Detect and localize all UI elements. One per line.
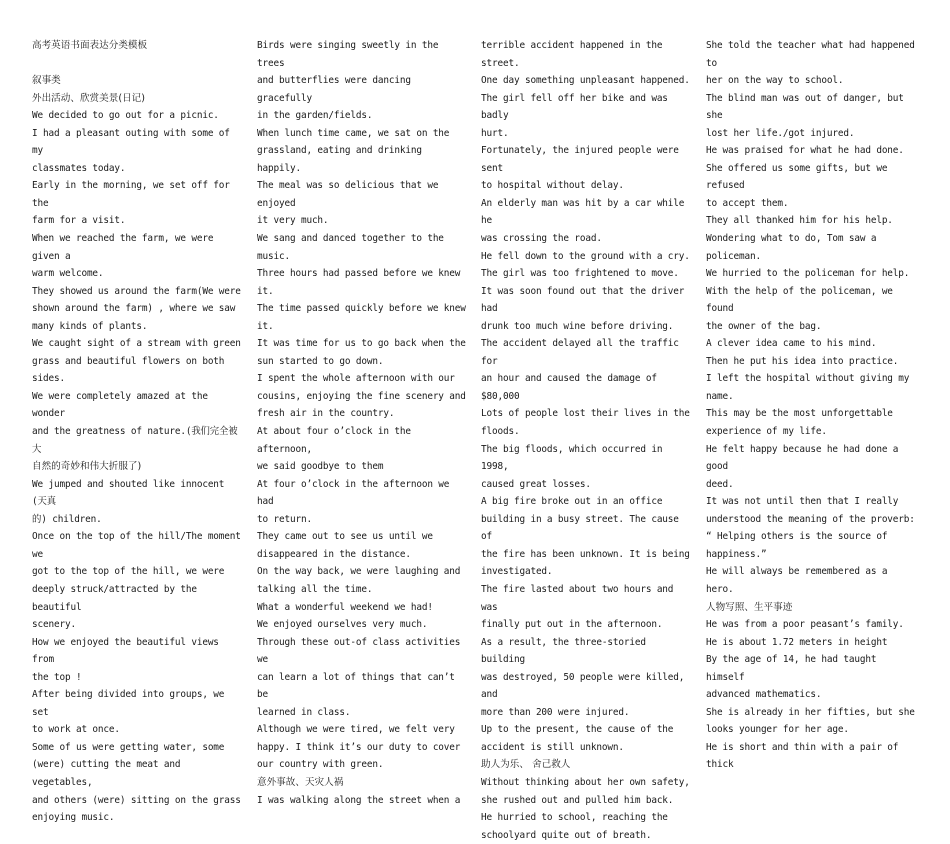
text-line: He hurried to school, reaching the xyxy=(481,812,668,824)
text-line: and the greatness of nature.(我们完全被大 xyxy=(32,426,238,455)
text-line: grass and beautiful flowers on both xyxy=(32,355,225,367)
text-line: advanced mathematics. xyxy=(706,689,822,701)
text-line: He felt happy because he had done a good xyxy=(706,443,899,473)
text-line: An elderly man was hit by a car while he xyxy=(481,197,685,227)
text-line: policeman. xyxy=(706,250,761,262)
text-line: accident is still unknown. xyxy=(481,741,624,753)
text-line: Three hours had passed before we knew it. xyxy=(257,268,461,297)
text-line: Although we were tired, we felt very xyxy=(257,724,455,736)
text-line: I left the hospital without giving my xyxy=(706,373,910,385)
text-line: The meal was so delicious that we enjoyed xyxy=(257,180,439,209)
text-line: They all thanked him for his help. xyxy=(706,215,893,227)
blank-line xyxy=(32,55,244,73)
text-line: sides. xyxy=(32,373,65,385)
text-line: A clever idea came to his mind. xyxy=(706,338,877,350)
text-line: Early in the morning, we set off for the xyxy=(32,180,230,209)
text-line: “ Helping others is the source of xyxy=(706,531,888,543)
text-line: experience of my life. xyxy=(706,426,827,438)
text-line: With the help of the policeman, we found xyxy=(706,285,893,315)
text-line: On the way back, we were laughing and xyxy=(257,566,461,578)
text-line: The blind man was out of danger, but she xyxy=(706,92,904,122)
text-line: At four o’clock in the afternoon we had xyxy=(257,478,450,508)
text-line: name. xyxy=(706,390,734,402)
text-line: it. xyxy=(257,320,274,332)
text-line: was destroyed, 50 people were killed, and xyxy=(481,671,685,701)
text-line: we said goodbye to them xyxy=(257,461,384,473)
text-line: Lots of people lost their lives in the xyxy=(481,408,690,420)
text-line: got to the top of the hill, we were xyxy=(32,566,225,578)
text-line: A big fire broke out in an office xyxy=(481,496,663,508)
text-line: and others (were) sitting on the grass xyxy=(32,794,241,806)
text-line: the owner of the bag. xyxy=(706,320,822,332)
text-line: We sang and danced together to the music. xyxy=(257,233,444,262)
text-line: hurt. xyxy=(481,127,509,139)
text-line: It was soon found out that the driver had xyxy=(481,285,685,315)
text-line: terrible accident happened in the street. xyxy=(481,40,663,69)
text-line: (were) cutting the meat and vegetables, xyxy=(32,759,181,788)
text-line: The accident delayed all the traffic for xyxy=(481,338,679,367)
text-line: floods. xyxy=(481,426,520,438)
text-line: He was praised for what he had done. xyxy=(706,145,904,157)
text-line: The fire lasted about two hours and was xyxy=(481,583,674,613)
text-line: The big floods, which occurred in 1998, xyxy=(481,443,663,473)
text-line: in the garden/fields. xyxy=(257,110,373,122)
text-line: He fell down to the ground with a cry. xyxy=(481,250,690,262)
text-line: She told the teacher what had happened to xyxy=(706,40,915,69)
text-line: He is short and thin with a pair of thick xyxy=(706,741,899,771)
text-line: the top ! xyxy=(32,671,82,683)
text-line: Without thinking about her own safety, xyxy=(481,776,690,788)
text-line: to return. xyxy=(257,513,312,525)
text-line: cousins, enjoying the fine scenery and xyxy=(257,390,466,402)
text-line: At about four o’clock in the afternoon, xyxy=(257,426,411,455)
text-column-3 xyxy=(481,37,693,844)
text-line: Birds were singing sweetly in the trees xyxy=(257,40,439,69)
text-line: looks younger for her age. xyxy=(706,724,849,736)
text-line: They came out to see us until we xyxy=(257,531,433,543)
text-line: farm for a visit. xyxy=(32,215,126,227)
text-line: enjoying music. xyxy=(32,812,115,824)
text-line: We enjoyed ourselves very much. xyxy=(257,619,428,631)
text-line: What a wonderful weekend we had! xyxy=(257,601,433,613)
text-line: talking all the time. xyxy=(257,583,373,595)
text-line: One day something unpleasant happened. xyxy=(481,75,690,87)
text-line: understood the meaning of the proverb: xyxy=(706,513,915,525)
text-line: We caught sight of a stream with green xyxy=(32,338,241,350)
text-line: We jumped and shouted like innocent (天真 xyxy=(32,478,225,508)
text-line: He will always be remembered as a hero. xyxy=(706,566,888,595)
text-line: We were completely amazed at the wonder xyxy=(32,390,208,420)
text-line: He is about 1.72 meters in height xyxy=(706,636,888,648)
text-line: caused great losses. xyxy=(481,478,591,490)
text-line: an hour and caused the damage of $80,000 xyxy=(481,373,657,402)
text-column-2 xyxy=(257,37,469,809)
text-line: sun started to go down. xyxy=(257,355,384,367)
text-line: Up to the present, the cause of the xyxy=(481,724,674,736)
text-line: When lunch time came, we sat on the xyxy=(257,127,450,139)
text-line: I spent the whole afternoon with our xyxy=(257,373,455,385)
text-line: many kinds of plants. xyxy=(32,320,148,332)
text-line: it very much. xyxy=(257,215,329,227)
text-line: I was walking along the street when a xyxy=(257,794,461,806)
text-line: It was not until then that I really xyxy=(706,496,899,508)
text-line: As a result, the three-storied building xyxy=(481,636,646,666)
text-line: It was time for us to go back when the xyxy=(257,338,466,350)
text-line: learned in class. xyxy=(257,706,351,718)
text-line: Then he put his idea into practice. xyxy=(706,355,899,367)
text-line: building in a busy street. The cause of xyxy=(481,513,679,543)
text-line: scenery. xyxy=(32,619,76,631)
text-line: Through these out-of class activities we xyxy=(257,636,461,666)
heading-line: 人物写照、生平事迹 xyxy=(706,601,793,613)
text-line: drunk too much wine before driving. xyxy=(481,320,674,332)
heading-line: 意外事故、天灾人祸 xyxy=(257,776,344,788)
text-line: He was from a poor peasant’s family. xyxy=(706,619,904,631)
heading-line: 助人为乐、 舍己救人 xyxy=(481,759,571,771)
text-line: happiness.” xyxy=(706,548,767,560)
text-line: Wondering what to do, Tom saw a xyxy=(706,233,877,245)
text-line: Once on the top of the hill/The moment we xyxy=(32,531,241,560)
text-line: The time passed quickly before we knew xyxy=(257,303,466,315)
text-line: How we enjoyed the beautiful views from xyxy=(32,636,219,666)
text-line: Fortunately, the injured people were sent xyxy=(481,145,679,174)
text-line: to work at once. xyxy=(32,724,120,736)
text-line: Some of us were getting water, some xyxy=(32,741,225,753)
text-line: She is already in her fifties, but she xyxy=(706,706,915,718)
heading-line: 自然的奇妙和伟大折服了) xyxy=(32,461,142,473)
text-line: grassland, eating and drinking happily. xyxy=(257,145,422,174)
text-line: By the age of 14, he had taught himself xyxy=(706,654,877,683)
text-line: investigated. xyxy=(481,566,553,578)
text-line: deed. xyxy=(706,478,734,490)
text-line: and butterflies were dancing gracefully xyxy=(257,75,411,104)
text-line: They showed us around the farm(We were xyxy=(32,285,241,297)
text-line: warm welcome. xyxy=(32,268,104,280)
text-line: When we reached the farm, we were given a xyxy=(32,233,214,262)
text-line: happy. I think it’s our duty to cover xyxy=(257,741,461,753)
text-line: We hurried to the policeman for help. xyxy=(706,268,910,280)
text-line: her on the way to school. xyxy=(706,75,844,87)
text-line: to hospital without delay. xyxy=(481,180,624,192)
text-column-4 xyxy=(706,37,918,774)
text-line: can learn a lot of things that can’t be xyxy=(257,671,455,701)
heading-line: 高考英语书面表达分类模板 xyxy=(32,40,148,51)
text-line: classmates today. xyxy=(32,162,126,174)
text-line: I had a pleasant outing with some of my xyxy=(32,127,230,157)
text-line: The girl was too frightened to move. xyxy=(481,268,679,280)
text-line: 的) children. xyxy=(32,513,102,525)
text-line: The girl fell off her bike and was badly xyxy=(481,92,668,122)
heading-line: 外出活动、欣赏美景(日记) xyxy=(32,92,146,104)
text-column-1 xyxy=(32,37,244,827)
text-line: fresh air in the country. xyxy=(257,408,395,420)
text-line: deeply struck/attracted by the beautiful xyxy=(32,583,197,613)
text-line: the fire has been unknown. It is being xyxy=(481,548,690,560)
text-line: was crossing the road. xyxy=(481,233,602,245)
text-line: She offered us some gifts, but we refused xyxy=(706,162,888,192)
text-line: shown around the farm) , where we saw xyxy=(32,303,236,315)
text-line: lost her life./got injured. xyxy=(706,127,855,139)
text-line: she rushed out and pulled him back. xyxy=(481,794,674,806)
text-line: more than 200 were injured. xyxy=(481,706,630,718)
text-line: We decided to go out for a picnic. xyxy=(32,110,219,122)
heading-line: 叙事类 xyxy=(32,75,61,87)
text-line: This may be the most unforgettable xyxy=(706,408,893,420)
text-line: our country with green. xyxy=(257,759,384,771)
text-line: disappeared in the distance. xyxy=(257,548,411,560)
text-line: After being divided into groups, we set xyxy=(32,689,225,718)
text-line: to accept them. xyxy=(706,197,789,209)
text-line: finally put out in the afternoon. xyxy=(481,619,663,631)
text-line: schoolyard quite out of breath. xyxy=(481,829,652,841)
